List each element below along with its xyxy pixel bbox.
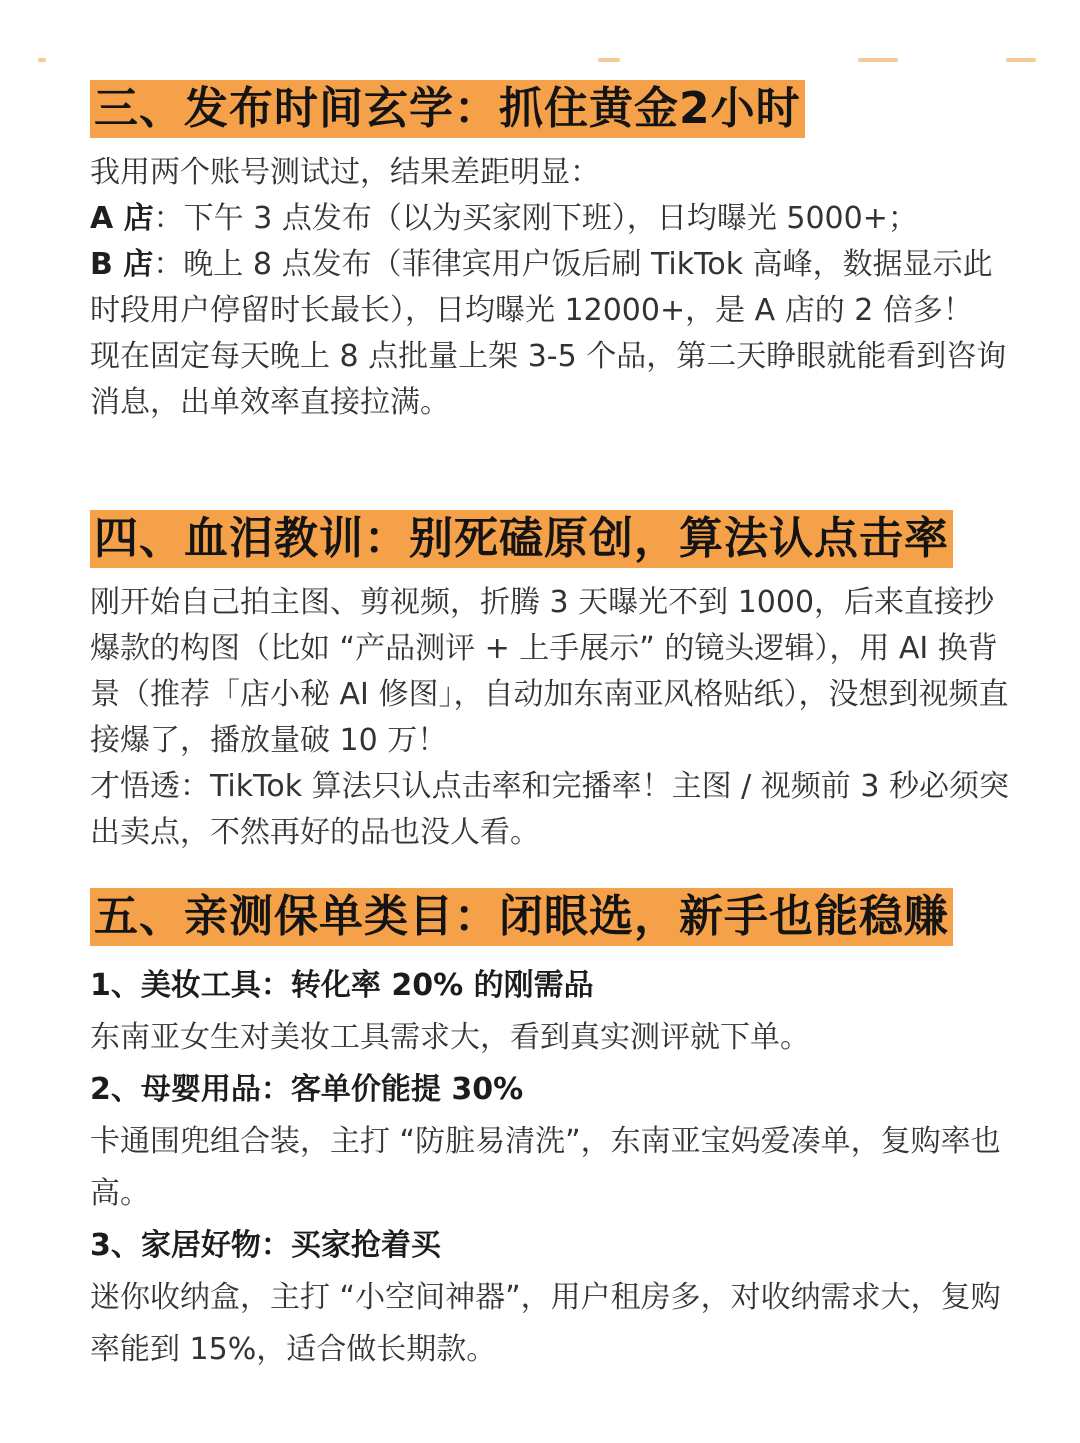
- category-title: 3、家居好物：买家抢着买: [90, 1228, 441, 1263]
- category-title: 2、母婴用品：客单价能提 30%: [90, 1072, 524, 1107]
- category-title: 1、美妆工具：转化率 20% 的刚需品: [90, 968, 594, 1003]
- intro-line: 我用两个账号测试过，结果差距明显：: [90, 155, 600, 190]
- top-cropped-strip: [0, 0, 1080, 62]
- cropped-mark: [38, 58, 46, 62]
- lesson-paragraph: 刚开始自己拍主图、剪视频，折腾 3 天曝光不到 1000，后来直接抄爆款的构图（比如 “产品测评 + 上手展示” 的镜头逻辑），用 AI 换背景（推荐「店小秘 AI 修图」，自动加东南亚风格贴纸），没想到视频直接爆了，播放量破 10 万！: [90, 585, 1009, 758]
- category-body: 东南亚女生对美妆工具需求大，看到真实测评就下单。: [90, 1020, 810, 1055]
- section-heading: 四、血泪教训：别死磕原创，算法认点击率: [90, 510, 953, 568]
- section-posting-time: [90, 80, 1010, 426]
- cropped-mark: [1006, 58, 1036, 62]
- category-body: 迷你收纳盒，主打 “小空间神器”，用户租房多，对收纳需求大，复购率能到 15%，适合做长期款。: [90, 1280, 1001, 1367]
- store-b-text: ：晚上 8 点发布（菲律宾用户饭后刷 TikTok 高峰，数据显示此时段用户停留时长最长），日均曝光 12000+，是 A 店的 2 倍多！: [90, 247, 993, 328]
- store-a-text: ：下午 3 点发布（以为买家刚下班），日均曝光 5000+；: [153, 201, 918, 236]
- insight-paragraph: 才悟透：TikTok 算法只认点击率和完播率！主图 / 视频前 3 秒必须突出卖点，不然再好的品也没人看。: [90, 769, 1009, 850]
- store-a-label: A 店: [90, 201, 154, 236]
- cropped-mark: [598, 58, 620, 62]
- section-heading: 三、发布时间玄学：抓住黄金2小时: [90, 80, 805, 138]
- category-body: 卡通围兜组合装，主打 “防脏易清洗”，东南亚宝妈爱凑单，复购率也高。: [90, 1124, 1001, 1211]
- store-a-line: [90, 196, 1010, 242]
- store-b-label: B 店: [90, 247, 154, 282]
- current-practice-line: 现在固定每天晚上 8 点批量上架 3-5 个品，第二天睁眼就能看到咨询消息，出单效率直接拉满。: [90, 339, 1007, 420]
- cropped-mark: [858, 58, 898, 62]
- section-heading: 五、亲测保单类目：闭眼选，新手也能稳赚: [90, 888, 953, 946]
- store-b-line: [90, 242, 1010, 334]
- section-lesson: [90, 510, 1010, 856]
- section-categories: [90, 888, 1010, 1376]
